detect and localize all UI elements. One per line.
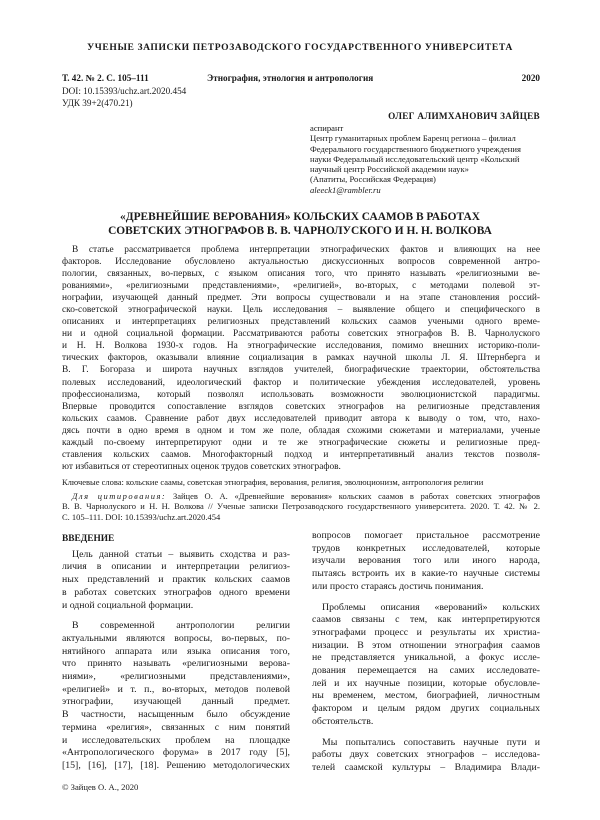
abstract-line: рованиями», «религиозными представлениями», «религией», во-вторых, с методами полевой эт- <box>62 281 540 292</box>
abstract-line: нографии, изучающей данный предмет. Эти вопросы существовали и на этапе становления россий- <box>62 293 540 304</box>
abstract-line: профессионализма, который позволял использовать возможности эволюционистской парадигмы. <box>62 389 540 400</box>
body-line: нятийного аппарата или языка описания того, <box>62 645 290 657</box>
author-name: ОЛЕГ АЛИМХАНОВИЧ ЗАЙЦЕВ <box>388 111 540 121</box>
body-line: актуальными являются вопросы, во-первых, по- <box>62 632 290 644</box>
body-line: в работах советских этнографов одного времени <box>62 586 290 598</box>
body-line: работы двух советских этнографов – исследова- <box>312 749 540 761</box>
citation-text: Зайцев О. А. «Древнейшие верования» кольских саамов в работах советских этнографов <box>166 491 540 501</box>
body-line: и одной социальной формации. <box>62 599 194 611</box>
body-line: изучали верования того или иного народа, <box>312 555 540 567</box>
abstract-line: каждый по-своему интерпретируют одни и те же этнографические сюжеты и религиозные пред- <box>62 437 540 448</box>
author-email[interactable]: aleeck1@rambler.ru <box>310 184 381 195</box>
body-line: «религией» и т. п., во-вторых, методов полевой <box>62 683 290 695</box>
citation-line <box>62 491 540 501</box>
body-line: саамов связаны с тем, как интерпретируются <box>312 614 540 626</box>
right-column <box>312 530 540 775</box>
body-line: фактором и целым рядом других социальных <box>312 703 540 715</box>
body-line: пытаясь встроить их в какие-то научные системы <box>312 568 540 580</box>
author-info-line: Центр гуманитарных проблем Баренц региона – филиал <box>310 133 516 144</box>
keywords: Ключевые слова: кольские саамы, советская этнография, верования, религия, эволюционизм, антропология религии <box>62 477 484 487</box>
abstract-line: кольских саамов. Сравнение работ двух исследователей приводит автора к выводу о том, что, нахо- <box>62 413 540 424</box>
body-line: низации. В этом отношении этнография саамов <box>312 639 540 651</box>
body-line: В современной антропологии религии <box>72 620 290 632</box>
abstract-line: описаниях и интерпретациях религиозных представлений кольских саамов учеными одного време- <box>62 317 540 328</box>
body-line: лей и их научные позиции, которые обусловле- <box>312 677 540 689</box>
abstract-line: ют избавиться от стереотипных оценок трудов советских этнографов. <box>62 461 341 472</box>
volume-info: Т. 42. № 2. С. 105–111 <box>62 73 149 83</box>
citation-block <box>62 491 540 522</box>
abstract-line: полевых исследований, идеологический фактор и политические убеждения исследователей, уровень <box>62 377 540 388</box>
abstract-line: тических факторов, оказывали влияние социализация в рамках научной школы Л. Я. Штернберга и <box>62 353 540 364</box>
citation-line: В. В. Чарнолуского и Н. Н. Волкова // Ученые записки Петрозаводского государственного университета. 2020. Т. 42. № 2. <box>62 501 540 512</box>
author-info-line: (Апатиты, Российская Федерация) <box>310 174 436 185</box>
abstract-line: Впервые проводится сопоставление взглядов советских этнографов на религиозные представления <box>62 401 540 412</box>
abstract-line: факторов. Исследование обусловлено актуальностью дискуссионных вопросов современной антро- <box>62 257 540 268</box>
body-line: ниями», «религиозными представлениями», <box>62 671 290 683</box>
body-line: Цель данной статьи – выявить сходства и раз- <box>72 548 290 560</box>
year: 2020 <box>521 73 540 83</box>
citation-line: С. 105–111. DOI: 10.15393/uchz.art.2020.454 <box>62 511 221 522</box>
body-line: или просто стараясь достичь понимания. <box>312 580 484 592</box>
title-line: СОВЕТСКИХ ЭТНОГРАФОВ В. В. ЧАРНОЛУСКОГО И Н. Н. ВОЛКОВА <box>108 225 492 237</box>
body-line: что принято называть «религиозными верова- <box>62 658 290 670</box>
body-line: трудов конкретных исследователей, которые <box>312 542 540 554</box>
title-line: «ДРЕВНЕЙШИЕ ВЕРОВАНИЯ» КОЛЬСКИХ СААМОВ В РАБОТАХ <box>120 211 480 223</box>
abstract-line: и Н. Н. Волкова 1930-х годов. На этнографические исследования, помимо внешних историко-поли- <box>62 341 540 352</box>
body-line: «Антропологического форума» в 2017 году [5], <box>62 747 290 759</box>
body-line: телей саамской культуры – Владимира Влади- <box>312 761 540 773</box>
author-info-line: науки Федеральный исследовательский центр «Кольский <box>310 153 520 164</box>
abstract-line: В статье рассматривается проблема интерпретации этнографических фактов и влияющих на нее <box>72 245 540 255</box>
journal-header: УЧЕНЫЕ ЗАПИСКИ ПЕТРОЗАВОДСКОГО ГОСУДАРСТВЕННОГО УНИВЕРСИТЕТА <box>87 42 513 53</box>
abstract-line: ни и одной социальной формации. Рассматриваются работы советских этнографов В. В. Чарнолуского <box>62 329 540 340</box>
abstract-line: ско-советской этнографической науки. Цель исследования – выявление общего и специфического в <box>62 305 540 316</box>
body-line: ны временем, местом, биографией, личностным <box>312 690 540 702</box>
article-title <box>60 210 540 238</box>
citation-label: Для цитирования: <box>72 491 167 501</box>
body-line: Мы попытались сопоставить научные пути и <box>322 736 540 748</box>
left-column <box>62 533 290 773</box>
body-line: вопросов помогает пристальное рассмотрение <box>312 530 540 541</box>
author-affiliation <box>310 123 542 195</box>
abstract-line: пологии, связанных, во-первых, с языком описания того, что принято называть «религиозными ве- <box>62 269 540 280</box>
intro-heading: ВВЕДЕНИЕ <box>62 534 115 544</box>
doi[interactable]: DOI: 10.15393/uchz.art.2020.454 <box>62 86 187 96</box>
body-line: и исследовательских проблем на площадке <box>62 734 290 746</box>
body-line: этнографии, изучающей данный предмет. <box>62 696 290 708</box>
body-line: В частности, насыщенным было обсуждение <box>62 709 290 721</box>
body-line: обстоятельств. <box>312 715 374 727</box>
author-info-line: научный центр Российской академии наук» <box>310 164 469 175</box>
body-line: личия в описании и интерпретации религиоз- <box>62 561 290 573</box>
body-line: дования перемещается на самих исследовате- <box>312 665 540 677</box>
copyright: © Зайцев О. А., 2020 <box>62 782 139 792</box>
section-name: Этнография, этнология и антропология <box>207 73 374 83</box>
abstract-line: В. Г. Богораза и широта научных взглядов учителей, биографические траектории, обстоятельства <box>62 365 540 376</box>
body-line: ных представлений и практик кольских саамов <box>62 574 290 586</box>
body-line: термина «религия», связанных с ним понятий <box>62 721 290 733</box>
body-line: [15], [16], [17], [18]. Решению методологических <box>62 759 290 771</box>
author-info-line: аспирант <box>310 123 344 133</box>
body-line: Проблемы описания «верований» кольских <box>322 601 540 613</box>
body-line: не представляется уникальной, а фокус иссле- <box>312 652 540 664</box>
abstract <box>62 244 540 473</box>
abstract-line: дясь почти в одно время в одном и том же поле, обладая схожими сюжетами и материалами, ученые <box>62 425 540 436</box>
author-info-line: Федерального государственного бюджетного учреждения <box>310 143 521 154</box>
body-line: этнографами процесс и результаты их христиа- <box>312 626 540 638</box>
udk: УДК 39+2(470.21) <box>62 98 133 108</box>
abstract-line: ставления кольских саамов. Многофакторный подход и интерпретативный анализ текстов позволя- <box>62 449 540 460</box>
